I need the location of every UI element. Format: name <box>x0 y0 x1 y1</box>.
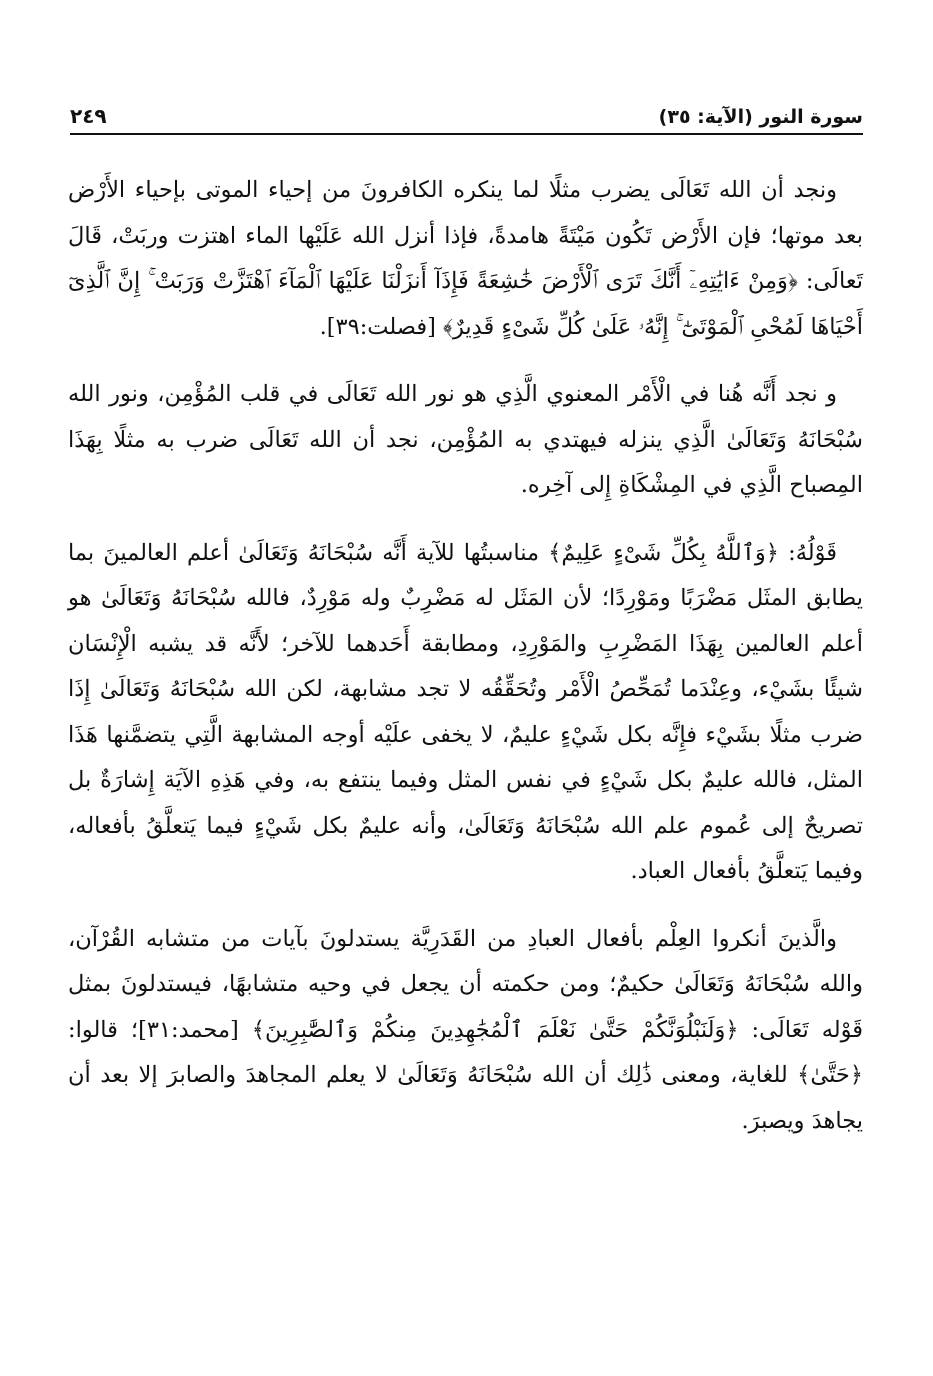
body-text <box>68 168 863 1166</box>
paragraph: قَوْلُهُ: ﴿وَٱللَّهُ بِكُلِّ شَىْءٍ عَلِيمٌ﴾ مناسبتُها للآية أَنَّه سُبْحَانَهُ وَتَعَالَىٰ أعلم العالمينَ بما يطابق المثَل مَضْرَبًا ومَوْرِدًا؛ لأن المَثَل له مَضْرِبٌ وله مَوْرِدٌ، فالله سُبْحَانَهُ وَتَعَالَىٰ هو أعلم العالمين بِهَذَا المَضْرِبِ والمَوْرِدِ، ومطابقة أَحَدهما للآخر؛ لأَنَّه قد يشبه الْإِنْسَان شيئًا بشَيْء، وعِنْدَما تُمَحِّصُ الْأَمْر وتُحَقِّقُه لا تجد مشابهة، لكن الله سُبْحَانَهُ وَتَعَالَىٰ إِذَا ضرب مثلًا بشَيْء فإِنَّه بكل شَيْءٍ عليمٌ، لا يخفى علَيْه أوجه المشابهة الَّتِي يتضمَّنها هَذَا المثل، فالله عليمٌ بكل شَيْءٍ في نفس المثل وفيما ينتفع به، وفي هَذِهِ الآيَة إِشارَةٌ بل تصريحٌ إلى عُموم علم الله سُبْحَانَهُ وَتَعَالَىٰ، وأنه عليمٌ بكل شَيْءٍ فيما يَتعلَّقُ بأفعاله، وفيما يَتعلَّقُ بأفعال العباد. <box>68 539 863 884</box>
header-divider <box>70 133 863 135</box>
paragraph: ونجد أن الله تَعَالَى يضرب مثلًا لما ينكره الكافرونَ من إحياء الموتى بإحياء الأَرْض بعد موتها؛ فإن الأَرْض تَكُون مَيْتَةً هامدةً، فإذا أنزل الله عَلَيْها الماء اهتزت وربَتْ، قَالَ تَعالَى: ﴿وَمِنْ ءَايَٰتِهِۦٓ أَنَّكَ تَرَى ٱلْأَرْضَ خَٰشِعَةً فَإِذَآ أَنزَلْنَا عَلَيْهَا ٱلْمَآءَ ٱهْتَزَّتْ وَرَبَتْ ۚ إِنَّ ٱلَّذِىٓ أَحْيَاهَا لَمُحْىِ ٱلْمَوْتَىٰٓ ۚ إِنَّهُۥ عَلَىٰ كُلِّ شَىْءٍ قَدِيرٌ﴾ [فصلت:٣٩]. <box>68 177 863 340</box>
running-header <box>70 94 863 128</box>
page-number: ٢٤٩ <box>70 104 107 128</box>
paragraph: والَّذينَ أنكروا العِلْم بأفعال العبادِ من القَدَرِيَّة يستدلونَ بآيات من متشابه القُرْآن، والله سُبْحَانَهُ وَتَعَالَىٰ حكيمٌ؛ ومن حكمته أن يجعل في وحيه متشابهًا، فيستدلونَ بمثل قَوْله تَعَالَى: ﴿وَلَنَبْلُوَنَّكُمْ حَتَّىٰ نَعْلَمَ ٱلْمُجَٰهِدِينَ مِنكُمْ وَٱلصَّٰبِرِينَ﴾ [محمد:٣١]؛ قالوا: ﴿حَتَّىٰ﴾ للغاية، ومعنى ذَٰلِك أن الله سُبْحَانَهُ وَتَعَالَىٰ لا يعلم المجاهدَ والصابرَ إلا بعد أن يجاهدَ ويصبرَ. <box>68 925 863 1134</box>
surah-title: سورة النور (الآية: ٣٥) <box>658 106 863 128</box>
paragraph: و نجد أَنَّه هُنا في الْأَمْر المعنوي الَّذِي هو نور الله تَعَالَى في قلب المُؤْمِن، ونور الله سُبْحَانَهُ وَتَعَالَىٰ الَّذِي ينزله فيهتدي به المُؤْمِن، نجد أن الله تَعَالَى ضرب به مثلًا بِهَذَا المِصباح الَّذِي في المِشْكَاةِ إِلى آخِره. <box>68 381 863 498</box>
